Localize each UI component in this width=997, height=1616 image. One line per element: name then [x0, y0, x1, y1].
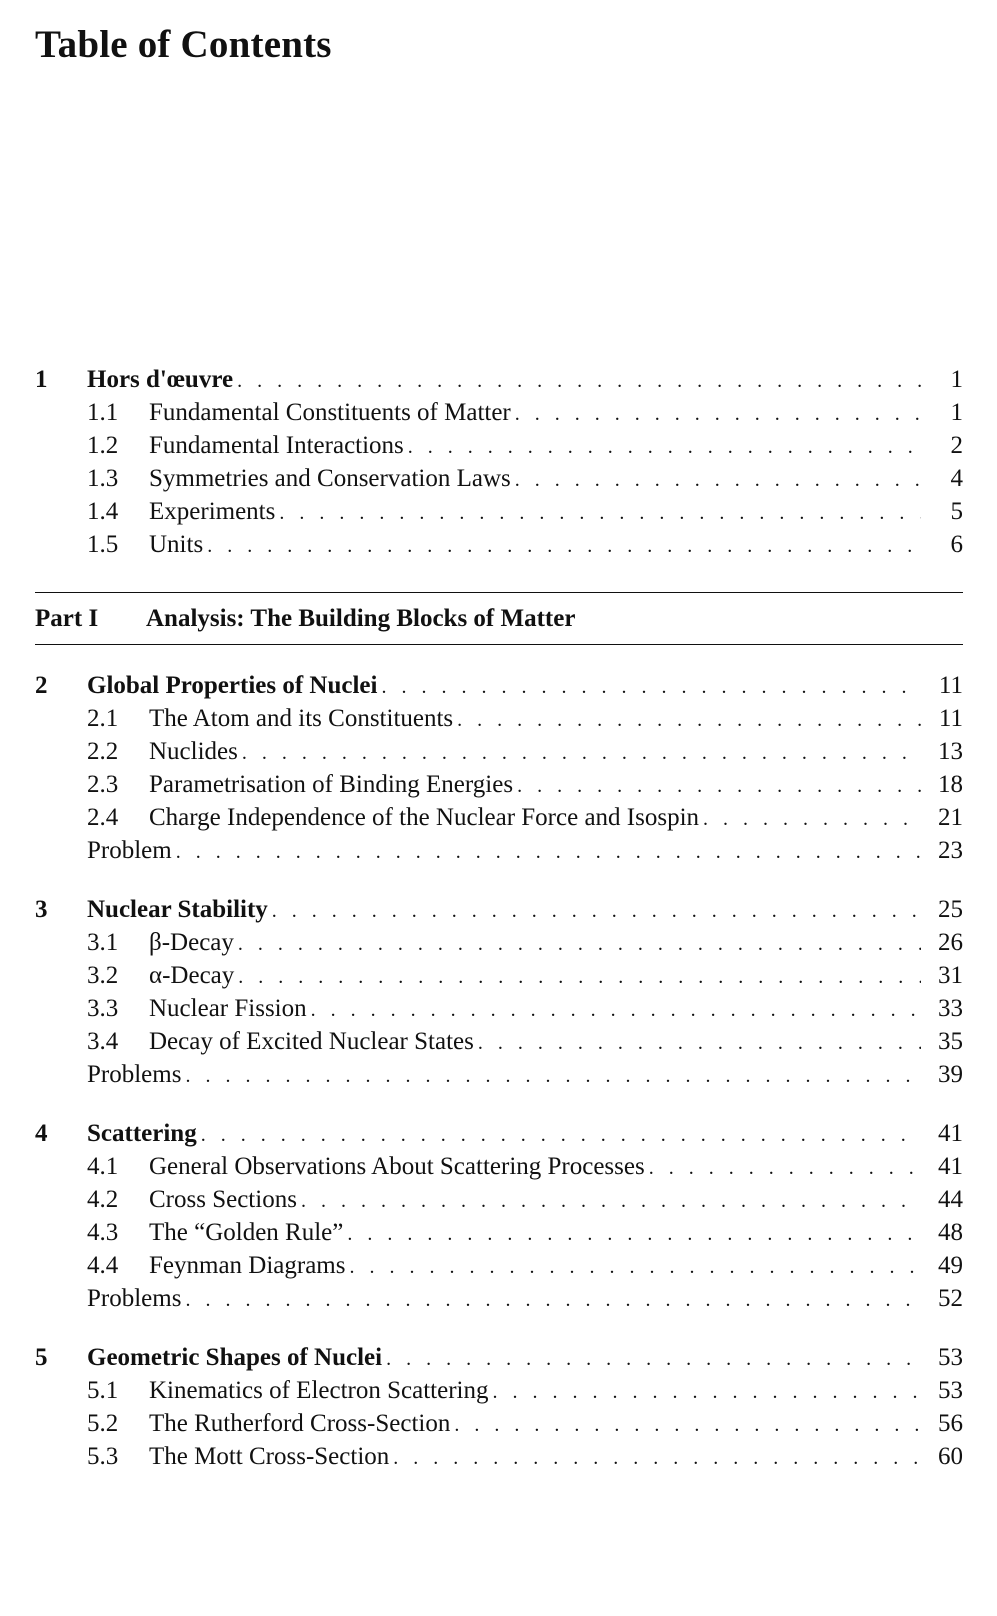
section-number: 2.1 [87, 705, 119, 732]
section-number: 1.1 [87, 399, 119, 426]
section-title: Decay of Excited Nuclear States [149, 1028, 474, 1055]
section-number: 4.4 [87, 1252, 119, 1279]
section-number: 3.3 [87, 995, 119, 1022]
dot-leader [272, 895, 921, 928]
part-title: Analysis: The Building Blocks of Matter [146, 604, 576, 632]
section-title: Fundamental Interactions [149, 432, 404, 459]
dot-leader [347, 1218, 921, 1251]
page-number: 13 [938, 738, 963, 765]
dot-leader [515, 398, 921, 431]
page-number: 21 [938, 804, 963, 831]
chapter-number: 3 [35, 896, 48, 923]
toc-section[interactable] [35, 462, 963, 495]
section-title: General Observations About Scattering Processes [149, 1153, 645, 1180]
section-number: 3.4 [87, 1028, 119, 1055]
toc-chapter[interactable] [35, 893, 963, 926]
dot-leader [201, 1119, 921, 1152]
chapter-number: 4 [35, 1120, 48, 1147]
page-number: 48 [938, 1219, 963, 1246]
dot-leader [185, 1060, 921, 1093]
dot-leader [478, 1027, 921, 1060]
section-number: 4.1 [87, 1153, 119, 1180]
toc-section[interactable] [35, 735, 963, 768]
section-title: Charge Independence of the Nuclear Force and Isospin [149, 804, 700, 831]
dot-leader [279, 497, 921, 530]
section-title: Nuclides [149, 738, 238, 765]
toc-section[interactable] [35, 801, 963, 834]
page-number: 33 [938, 995, 963, 1022]
page-number: 18 [938, 771, 963, 798]
page-number: 11 [938, 705, 963, 732]
page-number: 53 [938, 1344, 963, 1371]
section-title: Nuclear Fission [149, 995, 307, 1022]
section-title: The “Golden Rule” [149, 1219, 344, 1246]
dot-leader [381, 671, 921, 704]
toc-section[interactable] [35, 1249, 963, 1282]
chapter-number: 2 [35, 672, 48, 699]
toc-section[interactable] [35, 1374, 963, 1407]
section-title: Symmetries and Conservation Laws [149, 465, 511, 492]
toc-chapter[interactable] [35, 669, 963, 702]
section-title: Units [149, 531, 204, 558]
dot-leader [238, 961, 921, 994]
section-number: 2.4 [87, 804, 119, 831]
page-number: 52 [938, 1285, 963, 1312]
page-number: 2 [950, 432, 963, 459]
dot-leader [311, 994, 921, 1027]
dot-leader [649, 1152, 921, 1185]
toc-section[interactable] [35, 926, 963, 959]
page-number: 60 [938, 1443, 963, 1470]
dot-leader [301, 1185, 921, 1218]
chapter-title: Nuclear Stability [87, 896, 268, 923]
dot-leader [176, 836, 921, 869]
toc-section[interactable] [35, 429, 963, 462]
section-number: 4.3 [87, 1219, 119, 1246]
section-title: Cross Sections [149, 1186, 297, 1213]
toc-section[interactable] [35, 1407, 963, 1440]
dot-leader [408, 431, 921, 464]
dot-leader [515, 464, 921, 497]
toc-problems[interactable] [35, 1282, 963, 1315]
section-title: α-Decay [149, 962, 235, 989]
page-number: 11 [938, 672, 963, 699]
dot-leader [457, 704, 921, 737]
section-title: Fundamental Constituents of Matter [149, 399, 511, 426]
section-number: 2.2 [87, 738, 119, 765]
toc-section[interactable] [35, 1216, 963, 1249]
section-number: 3.2 [87, 962, 119, 989]
section-number: 4.2 [87, 1186, 119, 1213]
page-number: 26 [938, 929, 963, 956]
toc-section[interactable] [35, 992, 963, 1025]
section-title: β-Decay [149, 929, 234, 956]
dot-leader [185, 1284, 921, 1317]
page-number: 56 [938, 1410, 963, 1437]
section-title: Kinematics of Electron Scattering [149, 1377, 489, 1404]
section-number: 5.3 [87, 1443, 119, 1470]
toc-problems[interactable] [35, 1058, 963, 1091]
problems-title: Problem [87, 837, 172, 864]
dot-leader [393, 1442, 921, 1475]
dot-leader [238, 928, 921, 961]
page-number: 41 [938, 1153, 963, 1180]
page-number: 4 [950, 465, 963, 492]
section-number: 1.2 [87, 432, 119, 459]
toc-section[interactable] [35, 1150, 963, 1183]
toc-section[interactable] [35, 959, 963, 992]
page-number: 49 [938, 1252, 963, 1279]
section-number: 1.3 [87, 465, 119, 492]
chapter-number: 5 [35, 1344, 48, 1371]
chapter-number: 1 [35, 366, 48, 393]
chapter-title: Geometric Shapes of Nuclei [87, 1344, 383, 1371]
page-number: 1 [950, 399, 963, 426]
dot-leader [207, 530, 921, 563]
page-number: 41 [938, 1120, 963, 1147]
section-number: 2.3 [87, 771, 119, 798]
table-of-contents [35, 363, 963, 1473]
toc-chapter[interactable] [35, 363, 963, 396]
section-title: Parametrisation of Binding Energies [149, 771, 514, 798]
toc-section[interactable] [35, 1440, 963, 1473]
page-number: 31 [938, 962, 963, 989]
part-label: Part I [35, 604, 99, 632]
dot-leader [349, 1251, 921, 1284]
section-number: 1.4 [87, 498, 119, 525]
toc-section[interactable] [35, 1025, 963, 1058]
section-number: 3.1 [87, 929, 119, 956]
problems-title: Problems [87, 1285, 182, 1312]
page-number: 6 [950, 531, 963, 558]
page-number: 53 [938, 1377, 963, 1404]
dot-leader [703, 803, 921, 836]
dot-leader [492, 1376, 921, 1409]
page-number: 25 [938, 896, 963, 923]
part-heading[interactable] [35, 592, 963, 645]
dot-leader [386, 1343, 921, 1376]
page-title: Table of Contents [35, 23, 332, 66]
section-title: Feynman Diagrams [149, 1252, 346, 1279]
section-title: The Atom and its Constituents [149, 705, 454, 732]
section-title: Experiments [149, 498, 276, 525]
dot-leader [517, 770, 921, 803]
toc-chapter[interactable] [35, 1117, 963, 1150]
section-number: 5.1 [87, 1377, 119, 1404]
dot-leader [454, 1409, 921, 1442]
toc-section[interactable] [35, 396, 963, 429]
toc-section[interactable] [35, 768, 963, 801]
page-number: 35 [938, 1028, 963, 1055]
page-number: 1 [950, 366, 963, 393]
toc-section[interactable] [35, 495, 963, 528]
section-title: The Mott Cross-Section [149, 1443, 390, 1470]
page-number: 44 [938, 1186, 963, 1213]
page-number: 23 [938, 837, 963, 864]
chapter-title: Scattering [87, 1120, 197, 1147]
toc-chapter[interactable] [35, 1341, 963, 1374]
toc-section[interactable] [35, 1183, 963, 1216]
dot-leader [237, 365, 921, 398]
toc-section[interactable] [35, 702, 963, 735]
section-title: The Rutherford Cross-Section [149, 1410, 451, 1437]
page-number: 39 [938, 1061, 963, 1088]
chapter-title: Hors d'œuvre [87, 366, 234, 393]
toc-problems[interactable] [35, 834, 963, 867]
page-number: 5 [950, 498, 963, 525]
dot-leader [242, 737, 921, 770]
section-number: 5.2 [87, 1410, 119, 1437]
chapter-title: Global Properties of Nuclei [87, 672, 378, 699]
section-number: 1.5 [87, 531, 119, 558]
problems-title: Problems [87, 1061, 182, 1088]
toc-section[interactable] [35, 528, 963, 561]
